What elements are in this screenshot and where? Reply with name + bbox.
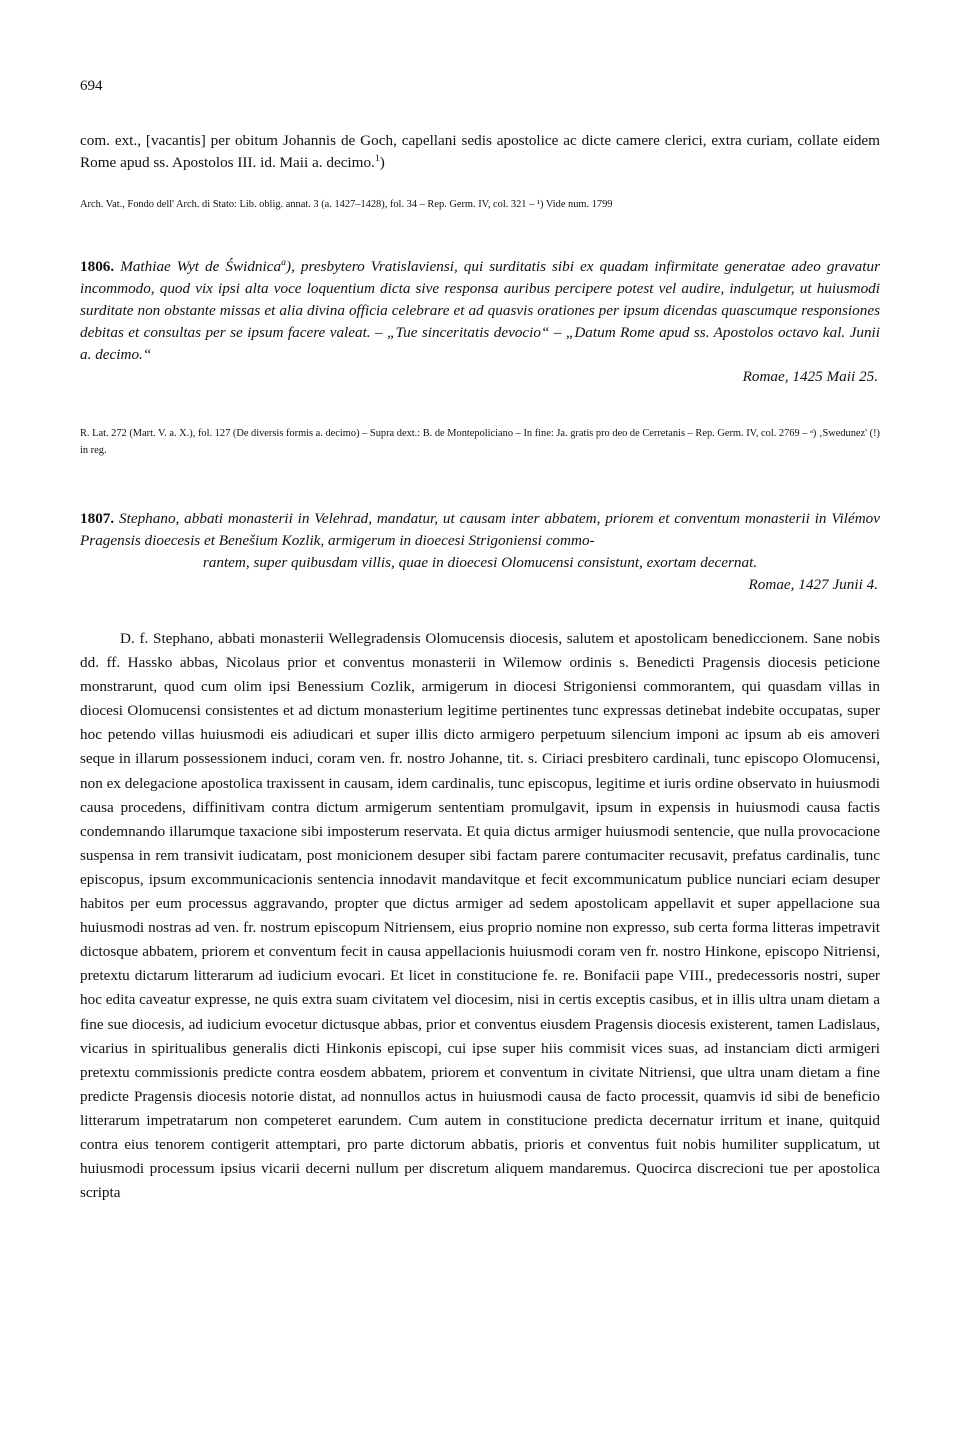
previous-entry-note: Arch. Vat., Fondo dell' Arch. di Stato: Lib. oblig. annat. 3 (a. 1427–1428), fol. 34 – Rep. Germ. IV, col. 321 – ¹) Vide num. 1799: [80, 199, 613, 210]
previous-entry-text: [80, 130, 880, 174]
previous-entry-body: com. ext., [vacantis] per obitum Johannis de Goch, capellani sedis apostolice ac dicte camere clerici, extra curiam, collate eidem Rome apud ss. Apostolos III. id. Maii a. decimo.: [80, 132, 880, 171]
footnote-mark: a: [281, 256, 287, 268]
footnote-mark: 1: [374, 152, 380, 164]
closing-paren: ): [379, 154, 385, 171]
entry-1806-regest-text: ), presbytero Vratislaviensi, qui surditatis sibi ex quadam infirmitate generatae adeo gravatur incommodo, quod vix ipsi alta voce loquentium dicta sive responsa auribus percipere potest vel audire, indulgetur, ut huiusmodi surditate non obstante missas et alia divina officia celebrare et ad quasvis orationes per ipsum dicendas quascumque responsiones debitas et consultas per se ipsum facere valeat. – „Tue sinceritatis devocio“ – „Datum Rome apud ss. Apostolos octavo kal. Junii a. decimo.“: [80, 258, 880, 363]
entry-1806-note: R. Lat. 272 (Mart. V. a. X.), fol. 127 (De diversis formis a. decimo) – Supra dext.: B. de Montepoliciano – In fine: Ja. gratis pro deo de Cerretanis – Rep. Germ. IV, col. 2769 – ᵃ) ‚Swedunez' (!) in reg.: [80, 428, 880, 456]
entry-1807-body: [80, 627, 880, 1205]
entry-number: 1807.: [80, 510, 115, 527]
entry-1807-regest: [80, 508, 880, 552]
entry-1807-date: Romae, 1427 Junii 4.: [748, 576, 878, 593]
entry-1806-regest: [80, 256, 880, 366]
entry-1806-name: Mathiae Wyt de Świdnica: [120, 258, 282, 275]
entry-1807-body-text: D. f. Stephano, abbati monasterii Wellegradensis Olomucensis diocesis, salutem et apostolicam benediccionem. Sane nobis dd. ff. Hassko abbas, Nicolaus prior et conventus monasterii in Wilemow ordinis s. Benedicti Pragensis diocesis peticione monstrarunt, quod cum olim ipsi Benessium Cozlik, armigerum in diocesi Strigoniensi commorantem, qui quasdam villas in diocesi Olomucensi consistentes et ad dictum monasterium legitime pertinentes tunc expressas detinebat indebite occupatas, super hoc petendo villas huiusmodi eis adiudicari et super illis dicto armigero perpetuum silencium imponi ac ipsum ab eis amoveri seque in illarum possessionem induci, coram ven. fr. nostro Johanne, tit. s. Ciriaci presbitero cardinali, tunc episcopo Olomucensi, non ex delegacione apostolica traxissent in causam, idem cardinalis, tunc episcopus, legitime et iuris ordine observato in huiusmodi causa procedens, diffinitivam contra dictum armigerum sententiam promulgavit, ipsum in expensis in huiusmodi causa factis condemnando illarumque taxacione sibi imposterum reservata. Et quia dictus armiger huiusmodi sentencie, que nulla provocacione suspensa in rem transivit iudicatam, post monicionem desuper sibi factam parere contumaciter recusavit, prefatus cardinalis, tunc episcopus, ipsum excommunicacionis sentencia innodavit mandavitque et fecit excommunicatum publice nunciari eciam desuper habitos per eum processus aggravando, propter que dictus armiger ad sedem apostolicam appellavit et super appellacione sua huiusmodi nostras ad ven. fr. nostrum episcopum Nitriensem, eius proprio nomine non expresso, sub certa forma litteras impetravit dictosque abbatem, priorem et conventum fecit in causa appellacionis huiusmodi coram ven fr. nostro Hinkone, episcopo Nitriensi, pretextu dictarum litterarum ad iudicium evocari. Et licet in constitucione fe. re. Bonifacii pape VIII., predecessoris nostri, super hoc edita caveatur expresse, ne quis extra suam civitatem vel diocesim, nisi in certis exceptis casibus, et in illis ultra unam dietam a fine sue diocesis, ad iudicium evocetur dictusque abbas, prior et conventus eiusdem Pragensis diocesis existerent, tamen Ladislaus, vicarius in spiritualibus generalis dicti Hinkonis episcopi, cui ipse super hiis commisit vices suas, ad instanciam dicti armigeri pretextu commissionis predicte contra eosdem abbatem, priorem et conventum in civitate Nitriensi, que ultra unam dietam a fine predicte Pragensis diocesis notorie distat, ad nonnullos actus in huiusmodi causa de facto processit, quamvis id sibi de beneficio litterarum impetratarum non competeret earundem. Cum autem in constitucione predicta decernatur irritum et inane, quitquid contra eius tenorem contigerit attemptari, pro parte dictorum abbatis, prioris et conventus fuit nobis humiliter supplicatum, ut huiusmodi processum ipsius vicarii decerni nullum per discretum aliquem mandaremus. Quocirca discrecioni tue per apostolica scripta: [80, 630, 880, 1202]
entry-1806-date: Romae, 1425 Maii 25.: [742, 368, 878, 385]
entry-number: 1806.: [80, 258, 115, 275]
entry-1807-regest-text: Stephano, abbati monasterii in Velehrad, mandatur, ut causam inter abbatem, priorem et conventum monasterii in Vilémov Pragensis dioecesis et Benešium Kozlik, armigerum in dioecesi Strigoniensi commo-: [80, 510, 880, 549]
entry-1807-regest-last-line: rantem, super quibusdam villis, quae in dioecesi Olomucensi consistunt, exortam decernat.: [202, 554, 758, 571]
entry-1807: [80, 508, 880, 596]
page-number: 694: [80, 78, 103, 94]
previous-entry-continuation: [80, 130, 880, 174]
entry-1806: [80, 256, 880, 388]
